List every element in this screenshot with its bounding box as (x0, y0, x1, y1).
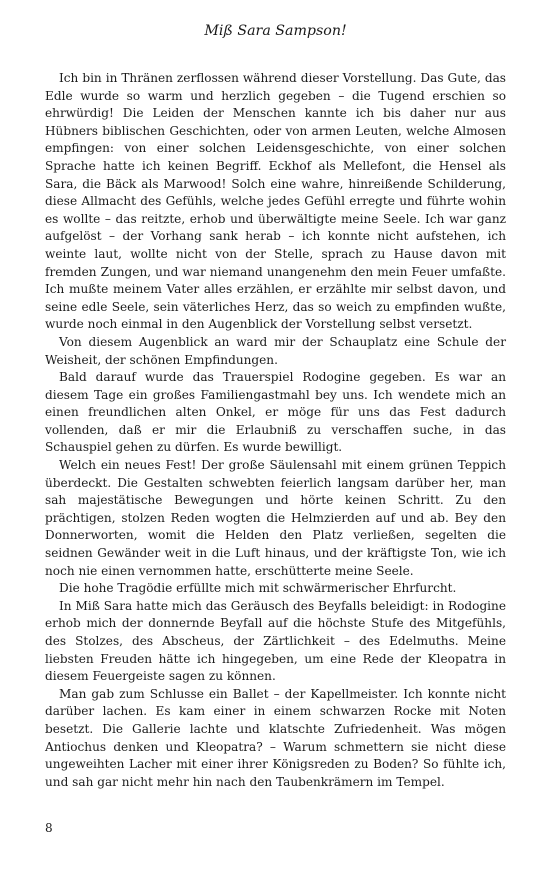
paragraph: Ich bin in Thränen zerflossen während dieser Vorstellung. Das Gute, das Edle wurde so warm und herzlich gegeben – die Tugend erschien so ehrwürdig! Die Leiden der Menschen kannte ich bis daher nur aus Hübners biblischen Geschichten, oder von armen Leuten, welche Almosen empfingen: von einer solchen Leidensgeschichte, von einer solchen Sprache hatte ich keinen Begriff. Eckhof als Mellefont, die Hensel als Sara, die Bäck als Marwood! Solch eine wahre, hinreißende Schilderung, diese Allmacht des Gefühls, welche jedes Gefühl erregte und führte wohin es wollte – das reitzte, erhob und überwältigte meine Seele. Ich war ganz aufgelöst – der Vorhang sank herab – ich konnte nicht aufstehen, ich weinte laut, wollte nicht von der Stelle, sprach zu Hause davon mit fremden Zungen, und war niemand unangenehm den mein Feuer umfaßte. Ich mußte meinem Vater alles erzählen, er erzählte mir selbst davon, und seine edle Seele, sein väterliches Herz, das so weich zu empfinden wußte, wurde noch einmal in den Augenblick der Vorstellung selbst versetzt. (45, 71, 506, 332)
paragraph: Bald darauf wurde das Trauerspiel Rodogine gegeben. Es war an diesem Tage ein großes Familiengastmahl bey uns. Ich wendete mich an einen freundlichen alten Onkel, er möge für uns das Fest dadurch vollenden, daß er mir die Erlaubniß zu verschaffen suche, in das Schauspiel gehen zu dürfen. Es wurde bewilligt. (45, 370, 506, 455)
paragraph: In Miß Sara hatte mich das Geräusch des Beyfalls beleidigt: in Rodogine erhob mich der donnernde Beyfall auf die höchste Stufe des Mitgefühls, des Stolzes, des Abscheus, der Zärtlichkeit – des Edelmuths. Meine liebsten Freuden hätte ich hingegeben, um eine Rede der Kleopatra in diesem Feuergeiste sagen zu können. (45, 598, 506, 684)
section-heading: Miß Sara Sampson! (204, 23, 347, 39)
paragraph: Die hohe Tragödie erfüllte mich mit schwärmerischer Ehrfurcht. (59, 581, 457, 596)
body-text (45, 70, 506, 791)
paragraph: Von diesem Augenblick an ward mir der Schauplatz eine Schule der Weisheit, der schönen Empfindungen. (45, 334, 506, 367)
book-page (45, 0, 506, 880)
paragraph: Man gab zum Schlusse ein Ballet – der Kapellmeister. Ich konnte nicht darüber lachen. Es kam einer in einem schwarzen Rocke mit Noten besetzt. Die Gallerie lachte und klatschte Zufriedenheit. Was mögen Antiochus denken und Kleopatra? – Warum schmettern sie nicht diese ungeweihten Lacher mit einer ihrer Königsreden zu Boden? So fühlte ich, und sah gar nicht mehr hin nach den Taubenkrämern im Tempel. (45, 686, 506, 789)
paragraph: Welch ein neues Fest! Der große Säulensahl mit einem grünen Teppich überdeckt. Die Gestalten schwebten feierlich langsam darüber her, man sah majestätische Bewegungen und hörte keinen Schritt. Zu den prächtigen, stolzen Reden wogten die Helmzierden auf und ab. Bey den Donnerworten, womit die Helden den Platz verließen, segelten die seidnen Gewänder weit in die Luft hinaus, und der kräftigste Ton, wie ich noch nie einen vernommen hatte, erschütterte meine Seele. (45, 458, 506, 578)
page-number: 8 (45, 821, 53, 835)
